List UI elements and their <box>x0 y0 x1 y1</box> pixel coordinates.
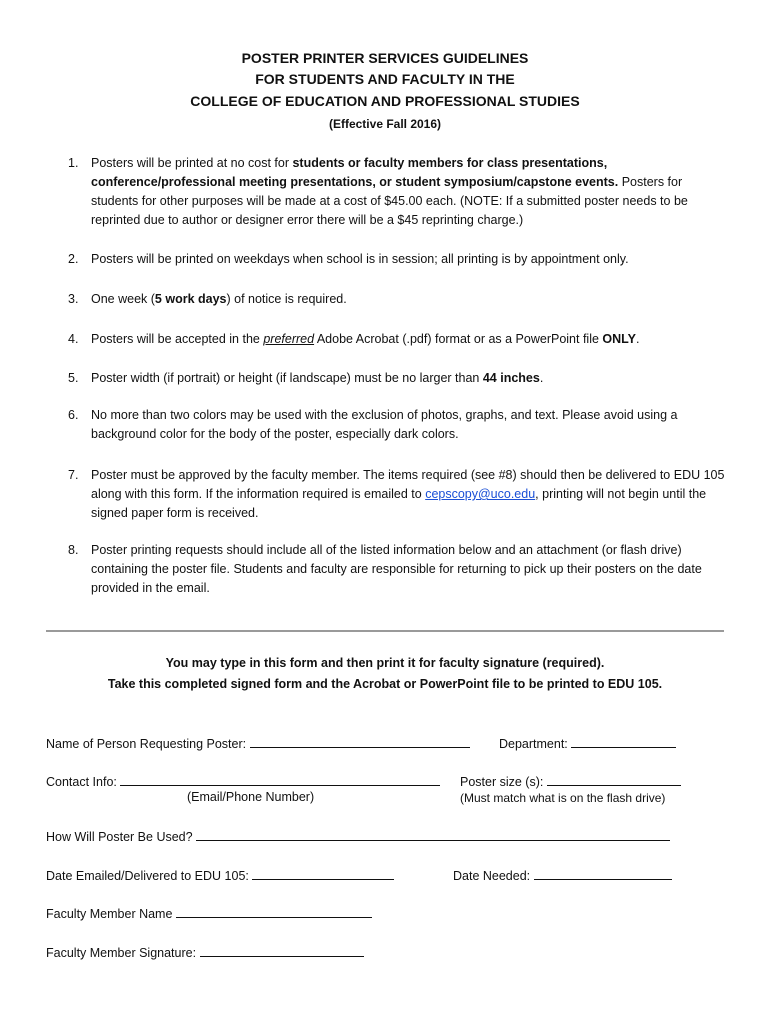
item-bold-text: ONLY <box>602 332 636 346</box>
contact-hint: (Email/Phone Number) <box>187 790 315 804</box>
department-label: Department: <box>499 737 568 751</box>
item-text: Posters will be accepted in the <box>91 332 264 346</box>
item-text: One week ( <box>91 292 155 306</box>
item-text: Posters will be printed at no cost for <box>91 156 293 170</box>
item-number: 8. <box>68 543 79 557</box>
form-instruction-1: You may type in this form and then print it for faculty signature (required). <box>165 656 605 670</box>
item-text: ) of notice is required. <box>226 292 347 306</box>
date-needed-input[interactable] <box>534 865 672 880</box>
item-text: Poster must be approved by the faculty member. The items required (see #8) should then be delivered to EDU 105 along with this form. If the information required is emailed to <box>91 468 725 501</box>
faculty-signature-input[interactable] <box>200 942 364 957</box>
name-label: Name of Person Requesting Poster: <box>46 737 247 751</box>
contact-input[interactable] <box>120 771 440 786</box>
item-text: . <box>635 332 640 346</box>
date-needed-field-row <box>453 865 672 883</box>
email-link[interactable]: cepscopy@uco.edu <box>425 487 536 501</box>
item-text: . <box>539 371 544 385</box>
item-text: Poster printing requests should include all of the listed information below and an attachment (or flash drive) containing the poster file. Students and faculty are responsible for returning to pick up their posters on the date provided in the email. <box>91 543 702 595</box>
item-bold-text: 44 inches <box>482 371 540 385</box>
item-text: Posters will be printed on weekdays when school is in session; all printing is by appointment only. <box>91 252 629 266</box>
faculty-signature-label: Faculty Member Signature: <box>46 946 197 960</box>
faculty-name-field-row <box>46 903 372 921</box>
date-emailed-input[interactable] <box>252 865 394 880</box>
usage-field-row <box>46 826 670 844</box>
item-text: Posters for students for other purposes will be made at a cost of $45.00 each. (NOTE: If a submitted poster needs to be reprinted due to author or designer error there will be a $45 reprinting charge.) <box>91 175 688 227</box>
contact-label: Contact Info: <box>46 775 117 789</box>
section-divider <box>46 630 724 632</box>
item-number: 6. <box>68 408 79 422</box>
faculty-name-label: Faculty Member Name <box>46 907 173 921</box>
department-input[interactable] <box>571 733 676 748</box>
item-text: , printing will not begin until the signed paper form is received. <box>91 487 707 520</box>
poster-size-input[interactable] <box>547 771 681 786</box>
date-needed-label: Date Needed: <box>453 869 531 883</box>
item-number: 2. <box>68 252 79 266</box>
name-input[interactable] <box>250 733 470 748</box>
faculty-signature-field-row <box>46 942 364 960</box>
item-bold-text: students or faculty members for class presentations, conference/professional meeting presentations, or student symposium/capstone events. <box>91 156 619 189</box>
date-emailed-field-row <box>46 865 394 883</box>
department-field-row <box>499 733 676 751</box>
guideline-item-2 <box>68 250 728 269</box>
form-instruction-2: Take this completed signed form and the Acrobat or PowerPoint file to be printed to EDU 105. <box>107 677 663 691</box>
title-line-3: COLLEGE OF EDUCATION AND PROFESSIONAL STUDIES <box>190 93 580 109</box>
item-number: 5. <box>68 371 79 385</box>
item-number: 1. <box>68 156 79 170</box>
guideline-item-8 <box>68 541 728 598</box>
effective-date: (Effective Fall 2016) <box>328 117 442 131</box>
usage-label: How Will Poster Be Used? <box>46 830 193 844</box>
guideline-item-3 <box>68 290 728 309</box>
guideline-item-4 <box>68 330 728 349</box>
date-emailed-label: Date Emailed/Delivered to EDU 105: <box>46 869 249 883</box>
title-line-2: FOR STUDENTS AND FACULTY IN THE <box>255 71 515 87</box>
guideline-item-6 <box>68 406 728 444</box>
item-text: Poster width (if portrait) or height (if landscape) must be no larger than <box>91 371 483 385</box>
name-field-row <box>46 733 470 751</box>
guideline-item-7 <box>68 466 728 523</box>
item-text: Adobe Acrobat (.pdf) format or as a PowerPoint file <box>314 332 603 346</box>
poster-size-field-row <box>460 771 681 789</box>
item-number: 4. <box>68 332 79 346</box>
poster-size-hint: (Must match what is on the flash drive) <box>460 791 666 805</box>
poster-size-label: Poster size (s): <box>460 775 544 789</box>
guideline-item-5 <box>68 369 728 388</box>
item-text: No more than two colors may be used with the exclusion of photos, graphs, and text. Please avoid using a background color for the body of the poster, especially dark colors. <box>91 408 678 441</box>
contact-field-row <box>46 771 440 789</box>
item-bold-text: 5 work days <box>154 292 227 306</box>
item-number: 7. <box>68 468 79 482</box>
usage-input[interactable] <box>196 826 670 841</box>
guideline-item-1 <box>68 154 728 230</box>
item-emphasis-text: preferred <box>263 332 315 346</box>
faculty-name-input[interactable] <box>176 903 372 918</box>
item-number: 3. <box>68 292 79 306</box>
title-line-1: POSTER PRINTER SERVICES GUIDELINES <box>241 50 529 66</box>
